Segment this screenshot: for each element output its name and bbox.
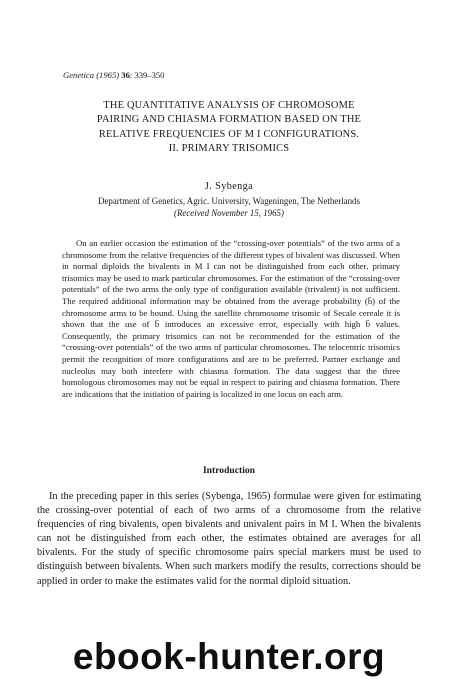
title-line-3: RELATIVE FREQUENCIES OF M I CONFIGURATIONS. xyxy=(98,128,360,140)
abstract xyxy=(62,238,400,400)
title-line-4: II. PRIMARY TRISOMICS xyxy=(168,143,290,155)
journal-pages: : 339–350 xyxy=(129,70,165,80)
watermark-text: ebook-hunter.org xyxy=(72,636,386,677)
title-line-2: PAIRING AND CHIASMA FORMATION BASED ON THE xyxy=(96,114,362,126)
received-date: (Received November 15, 1965) xyxy=(174,208,284,219)
journal-citation xyxy=(63,70,164,80)
paper-title xyxy=(40,99,418,157)
introduction-body xyxy=(37,490,421,589)
journal-volume: 36 xyxy=(121,70,130,80)
author-name: J. Sybenga xyxy=(204,181,254,192)
title-line-1: THE QUANTITATIVE ANALYSIS OF CHROMOSOME xyxy=(103,100,355,111)
section-heading-introduction: Introduction xyxy=(202,465,256,476)
abstract-paragraph: On an earlier occasion the estimation of the “crossing-over potentials” of the two arms of a chromosome from the relative frequencies of the different types of bivalent was discussed. When in normal diploids the bivalents in M I can not be distinguished from each other, primary trisomics may be used to mark particular chromosomes. For the estimation of the “crossing-over potentials” of the two arms the only type of configuration available (trivalent) is not sufficient. The required additional information may be obtained from the average probability (b̄) of the chromosome arms to be bound. Using the satellite chromosome trisomic of Secale cereale it is shown that the use of b̄ introduces an excessive error, especially with high b̄ values. Consequently, the primary trisomics can not be recommended for the estimation of the “crossing-over potentials” of the two arms of particular chromosomes. The telocentric trisomics permit the recognition of more configurations and are to be preferred. Partner exchange and nucleolus may both interfere with chiasma formation. The data suggest that the three homologous chromosomes may not be equal in respect to pairing and chiasma formation. There are indications that the initiation of pairing is localized in one locus on each arm. xyxy=(62,238,400,399)
journal-name: Genetica xyxy=(63,70,95,80)
author-affiliation xyxy=(40,195,418,219)
affiliation-line: Department of Genetics, Agric. University, Wageningen, The Netherlands xyxy=(98,196,360,206)
introduction-paragraph: In the preceding paper in this series (Sybenga, 1965) formulae were given for estimating the crossing-over potential of each of two arms of a chromosome from the relative frequencies of ring bivalents, open bivalents and univalent pairs in M I. When the bivalents can not be distinguished from each other, the estimates obtained are averages for all bivalents. For the study of specific chromosome pairs special markers must be used to distinguish between bivalents. When such markers modify the results, corrections should be applied in order to make the estimates valid for the normal diploid situation. xyxy=(37,491,421,587)
journal-year: (1965) xyxy=(96,70,120,80)
